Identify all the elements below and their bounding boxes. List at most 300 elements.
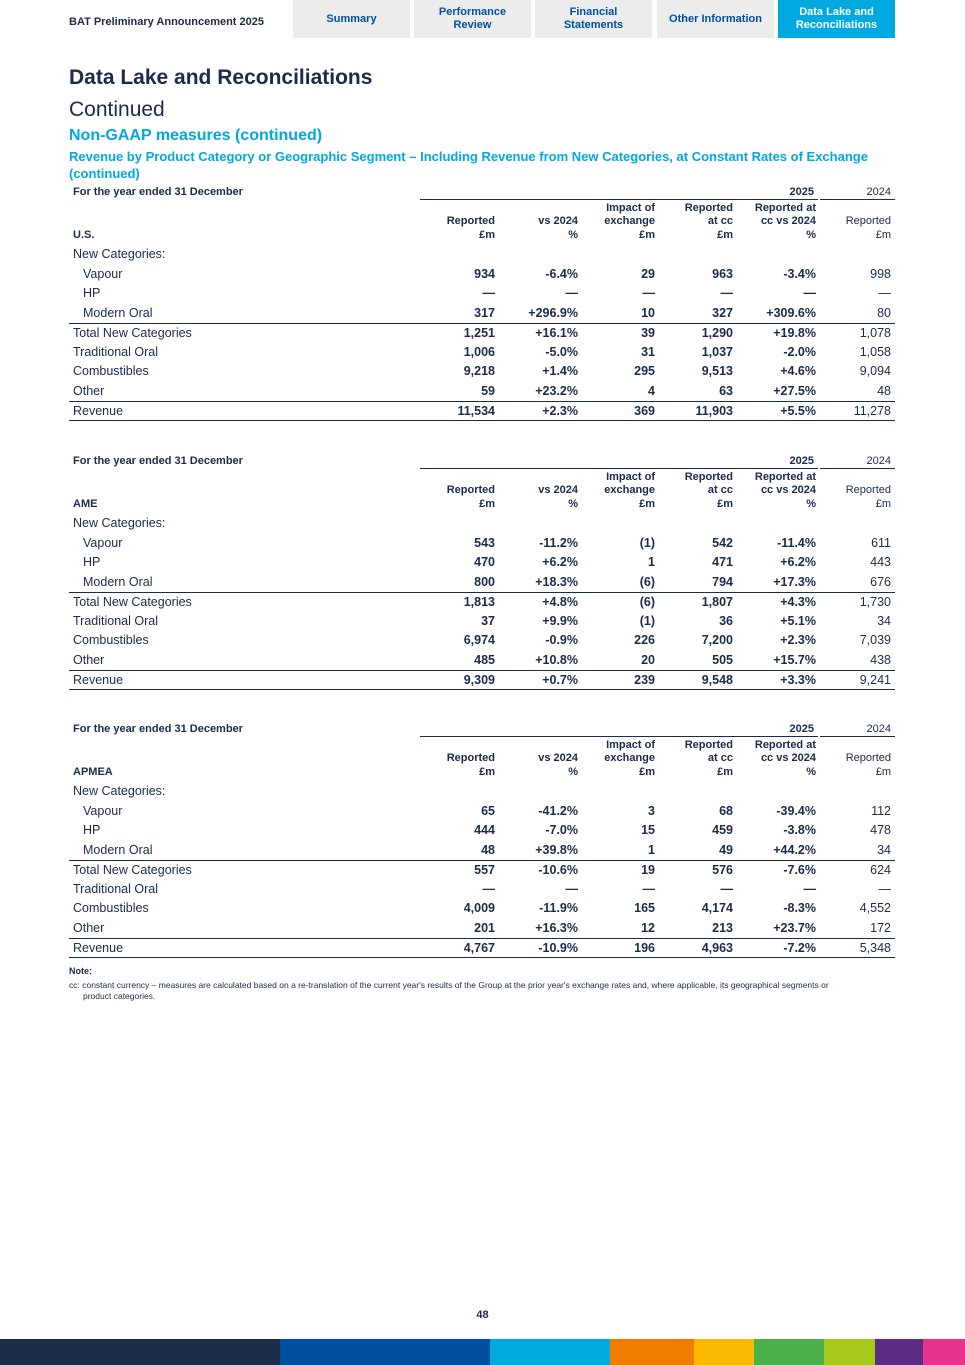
- table-cell: 1: [648, 842, 655, 857]
- segment-label: AME: [73, 497, 98, 510]
- column-header: [685, 202, 733, 243]
- table-cell: 112: [871, 803, 891, 818]
- column-header: [447, 752, 495, 779]
- row-label: Revenue: [73, 673, 124, 687]
- column-header-line: %: [806, 228, 816, 241]
- table-cell: 438: [870, 652, 891, 667]
- table-cell: 1: [648, 555, 655, 569]
- row-label: Total New Categories: [73, 863, 192, 877]
- revenue-table: [69, 720, 895, 958]
- table-row: [69, 265, 895, 285]
- table-cell: 7,200: [701, 633, 733, 647]
- table-row: [69, 592, 895, 612]
- year-header-row: [69, 452, 895, 469]
- row-label: HP: [83, 555, 101, 569]
- table-cell: +0.7%: [542, 673, 578, 687]
- table-row: [69, 821, 895, 841]
- year-header-row: [69, 720, 895, 737]
- note-heading: Note:: [69, 966, 92, 976]
- stripe-segment: [824, 1339, 875, 1365]
- table-cell: -10.9%: [538, 941, 578, 955]
- row-label: Vapour: [83, 535, 123, 550]
- table-cell: 31: [641, 344, 655, 359]
- table-cell: —: [482, 881, 495, 896]
- column-header: [755, 739, 816, 780]
- stripe-segment: [490, 1339, 610, 1365]
- row-label: Traditional Oral: [73, 613, 158, 628]
- table-cell: (6): [639, 574, 655, 589]
- tab-data-lake[interactable]: Data Lake and Reconciliations: [778, 0, 895, 38]
- column-header-line: £m: [639, 497, 655, 510]
- stripe-segment: [610, 1339, 694, 1365]
- column-header-line: £m: [875, 228, 891, 241]
- table-row: [69, 553, 895, 573]
- row-label: Combustibles: [73, 364, 149, 378]
- column-header-line: %: [806, 497, 816, 510]
- column-header-line: Reported at: [754, 738, 816, 751]
- table-row: [69, 938, 895, 958]
- table-row: [69, 670, 895, 690]
- table-cell: 794: [712, 574, 733, 589]
- table-cell: —: [720, 881, 733, 896]
- table-row: [69, 573, 895, 593]
- column-header: [685, 739, 733, 780]
- note-text: cc: constant currency – measures are calculated based on a re-translation of the current year's results of the Group at the prior year's exchange rates and, where applicable, its geographical segments or product categories.: [69, 980, 829, 1001]
- table-cell: 201: [474, 920, 495, 935]
- tab-other-information[interactable]: Other Information: [657, 0, 774, 38]
- column-header-line: Reported at: [754, 470, 816, 483]
- table-cell: +23.7%: [773, 920, 816, 935]
- table-cell: 4,963: [701, 941, 733, 955]
- table-cell: -8.3%: [783, 901, 816, 915]
- column-header-line: cc vs 2024: [760, 752, 816, 764]
- table-row: [69, 782, 895, 802]
- table-cell: 34: [877, 842, 891, 857]
- table-cell: (1): [639, 535, 655, 550]
- column-header-line: £m: [479, 228, 495, 241]
- revenue-table: [69, 452, 895, 690]
- table-cell: 20: [641, 652, 655, 667]
- table-cell: +16.1%: [535, 326, 578, 340]
- column-header-line: exchange: [604, 215, 655, 227]
- table-cell: 4: [648, 383, 655, 398]
- table-cell: 998: [870, 266, 891, 281]
- table-cell: 196: [634, 941, 655, 955]
- column-header-line: vs 2024: [538, 215, 578, 227]
- row-label: Total New Categories: [73, 326, 192, 340]
- table-cell: —: [482, 286, 495, 300]
- table-cell: 317: [474, 305, 495, 320]
- table-cell: -11.2%: [539, 535, 578, 550]
- table-cell: +5.5%: [780, 404, 816, 418]
- table-cell: 37: [481, 613, 495, 628]
- table-row: [69, 802, 895, 822]
- stripe-segment: [280, 1339, 490, 1365]
- table-row: [69, 612, 895, 632]
- table-cell: -10.6%: [538, 863, 578, 877]
- table-cell: -2.0%: [783, 344, 816, 359]
- table-cell: 4,009: [463, 901, 495, 915]
- table-cell: +17.3%: [773, 574, 816, 589]
- table-cell: -3.4%: [783, 266, 816, 281]
- table-cell: 1,290: [701, 326, 733, 340]
- table-cell: 49: [719, 842, 733, 857]
- column-header-row: [69, 200, 895, 245]
- table-cell: —: [642, 881, 655, 896]
- table-row: [69, 880, 895, 900]
- table-cell: 9,548: [701, 673, 733, 687]
- table-cell: 7,039: [859, 633, 891, 647]
- table-cell: —: [642, 286, 655, 300]
- table-cell: 611: [871, 535, 891, 550]
- row-label: Revenue: [73, 404, 124, 418]
- table-cell: +10.8%: [535, 652, 578, 667]
- table-row: [69, 534, 895, 554]
- column-header-line: at cc: [707, 752, 733, 764]
- top-navigation: [0, 0, 965, 38]
- stripe-segment: [923, 1339, 965, 1365]
- tab-financial-statements[interactable]: Financial Statements: [535, 0, 652, 38]
- column-header: [538, 752, 578, 779]
- table-cell: +296.9%: [528, 305, 578, 320]
- column-header-line: Impact of: [606, 738, 655, 751]
- column-header: [604, 202, 655, 243]
- table-cell: 172: [870, 920, 891, 935]
- table-cell: 19: [641, 863, 655, 877]
- column-header-line: £m: [479, 765, 495, 778]
- table-cell: 557: [474, 863, 495, 877]
- column-header: [538, 484, 578, 511]
- brand-title: BAT Preliminary Announcement 2025: [69, 16, 264, 28]
- table-cell: 963: [712, 266, 733, 281]
- table-cell: -0.9%: [545, 633, 578, 647]
- table-cell: 3: [648, 803, 655, 818]
- table-cell: 9,094: [859, 364, 891, 378]
- year-header-row: [69, 183, 895, 200]
- row-label: Traditional Oral: [73, 881, 158, 896]
- table-cell: (6): [639, 595, 655, 609]
- table-cell: 505: [712, 652, 733, 667]
- column-header-line: Reported: [684, 738, 733, 751]
- column-header-line: %: [568, 228, 578, 241]
- year-2025: 2025: [420, 720, 818, 737]
- table-cell: 444: [474, 823, 495, 837]
- table-cell: -41.2%: [538, 803, 578, 818]
- section-heading: Non-GAAP measures (continued): [69, 127, 323, 144]
- table-row: [69, 401, 895, 421]
- column-header-line: Reported: [845, 752, 891, 764]
- row-label: Other: [73, 383, 105, 398]
- table-cell: +39.8%: [535, 842, 578, 857]
- row-label: Combustibles: [73, 901, 149, 915]
- table-cell: —: [878, 881, 891, 896]
- table-cell: +5.1%: [780, 613, 816, 628]
- column-header-line: £m: [875, 765, 891, 778]
- table-cell: 1,730: [859, 595, 891, 609]
- row-label: Traditional Oral: [73, 344, 158, 359]
- year-2025: 2025: [420, 183, 818, 200]
- column-header-line: Reported: [684, 201, 733, 214]
- table-row: [69, 284, 895, 304]
- table-cell: 11,534: [457, 404, 495, 418]
- table-cell: —: [720, 286, 733, 300]
- table-cell: 543: [474, 535, 495, 550]
- table-cell: 9,218: [463, 364, 495, 378]
- table-cell: 39: [641, 326, 655, 340]
- table-cell: 934: [474, 266, 495, 281]
- table-cell: -11.4%: [777, 535, 816, 550]
- table-cell: +4.8%: [542, 595, 578, 609]
- table-row: [69, 631, 895, 651]
- table-title: Revenue by Product Category or Geographic Segment – Including Revenue from New Categories, at Constant Rates of Exchange (continued): [69, 149, 868, 181]
- table-cell: 239: [634, 673, 655, 687]
- column-header-line: at cc: [707, 484, 733, 496]
- column-header-row: [69, 469, 895, 514]
- row-label: Modern Oral: [83, 574, 153, 589]
- table-cell: 1,251: [463, 326, 495, 340]
- table-cell: (1): [639, 613, 655, 628]
- table-cell: 6,974: [463, 633, 495, 647]
- column-header-line: £m: [639, 228, 655, 241]
- table-cell: 1,006: [463, 344, 495, 359]
- column-header: [604, 739, 655, 780]
- table-cell: 327: [712, 305, 733, 320]
- year-2024: 2024: [820, 452, 895, 469]
- row-label: Modern Oral: [83, 842, 153, 857]
- table-cell: 34: [877, 613, 891, 628]
- row-label: Modern Oral: [83, 305, 153, 320]
- table-cell: -3.8%: [783, 823, 816, 837]
- table-cell: 1,058: [859, 344, 891, 359]
- table-cell: +9.9%: [542, 613, 578, 628]
- column-header-line: Reported: [446, 484, 495, 496]
- segment-label: APMEA: [73, 765, 113, 778]
- table-cell: 542: [712, 535, 733, 550]
- table-cell: —: [565, 286, 578, 300]
- row-label: New Categories:: [73, 247, 166, 261]
- table-cell: -7.0%: [545, 823, 578, 837]
- column-header-line: vs 2024: [538, 484, 578, 496]
- row-label: Other: [73, 652, 105, 667]
- table-cell: +19.8%: [773, 326, 816, 340]
- table-row: [69, 651, 895, 671]
- table-cell: 443: [870, 555, 891, 569]
- table-cell: 800: [474, 574, 495, 589]
- column-header-line: vs 2024: [538, 752, 578, 764]
- column-header-line: cc vs 2024: [760, 215, 816, 227]
- table-cell: 226: [634, 633, 655, 647]
- table-cell: 459: [712, 823, 733, 837]
- table-cell: —: [878, 286, 891, 300]
- column-header: [685, 471, 733, 512]
- column-header: [755, 202, 816, 243]
- table-row: [69, 860, 895, 880]
- table-cell: 1,807: [701, 595, 733, 609]
- column-header-line: £m: [717, 497, 733, 510]
- table-cell: 59: [481, 383, 495, 398]
- table-cell: 478: [870, 823, 891, 837]
- page-number: 48: [476, 1309, 489, 1321]
- table-cell: 213: [712, 920, 733, 935]
- table-cell: 63: [719, 383, 733, 398]
- for-year-label: For the year ended 31 December: [73, 723, 243, 735]
- column-header-line: £m: [639, 765, 655, 778]
- table-cell: 576: [712, 863, 733, 877]
- table-cell: 9,241: [859, 673, 891, 687]
- table-cell: 165: [634, 901, 655, 915]
- table-row: [69, 514, 895, 534]
- row-label: HP: [83, 823, 101, 837]
- table-row: [69, 841, 895, 861]
- column-header-line: Impact of: [606, 201, 655, 214]
- column-header: [846, 484, 891, 511]
- table-cell: 485: [474, 652, 495, 667]
- table-cell: +4.3%: [780, 595, 816, 609]
- column-header-line: %: [806, 765, 816, 778]
- table-cell: 624: [870, 863, 891, 877]
- row-label: Combustibles: [73, 633, 149, 647]
- table-row: [69, 382, 895, 402]
- table-row: [69, 323, 895, 343]
- table-cell: —: [803, 881, 816, 896]
- column-header: [538, 215, 578, 242]
- table-cell: 676: [870, 574, 891, 589]
- row-label: Vapour: [83, 266, 123, 281]
- table-cell: 15: [641, 823, 655, 837]
- table-cell: +16.3%: [535, 920, 578, 935]
- column-header-line: exchange: [604, 752, 655, 764]
- table-row: [69, 899, 895, 919]
- table-cell: —: [565, 881, 578, 896]
- column-header: [755, 471, 816, 512]
- table-cell: 4,552: [859, 901, 891, 915]
- table-cell: 369: [634, 404, 655, 418]
- table-cell: +44.2%: [773, 842, 816, 857]
- table-cell: +4.6%: [780, 364, 816, 378]
- for-year-label: For the year ended 31 December: [73, 455, 243, 467]
- column-header-line: %: [568, 765, 578, 778]
- table-row: [69, 362, 895, 382]
- table-cell: -5.0%: [545, 344, 578, 359]
- column-header-line: Reported: [845, 215, 891, 227]
- table-row: [69, 343, 895, 363]
- column-header-line: cc vs 2024: [760, 484, 816, 496]
- table-cell: 48: [481, 842, 495, 857]
- table-cell: 10: [641, 305, 655, 320]
- row-label: Total New Categories: [73, 595, 192, 609]
- table-cell: 470: [474, 555, 495, 569]
- stripe-segment: [694, 1339, 754, 1365]
- table-cell: 1,813: [463, 595, 495, 609]
- table-cell: 80: [877, 305, 891, 320]
- table-row: [69, 919, 895, 939]
- table-cell: -6.4%: [545, 266, 578, 281]
- column-header-line: £m: [875, 497, 891, 510]
- row-label: Other: [73, 920, 105, 935]
- row-label: HP: [83, 286, 101, 300]
- stripe-segment: [875, 1339, 923, 1365]
- table-cell: +309.6%: [766, 305, 816, 320]
- column-header-line: Reported: [845, 484, 891, 496]
- table-cell: +1.4%: [542, 364, 578, 378]
- year-2025: 2025: [420, 452, 818, 469]
- row-label: New Categories:: [73, 516, 166, 530]
- column-header: [846, 215, 891, 242]
- table-cell: —: [803, 286, 816, 300]
- table-cell: 68: [719, 803, 733, 818]
- table-cell: 9,513: [701, 364, 733, 378]
- table-cell: +2.3%: [780, 633, 816, 647]
- table-cell: 4,174: [701, 901, 733, 915]
- table-cell: 5,348: [859, 941, 891, 955]
- row-label: Revenue: [73, 941, 124, 955]
- table-cell: -7.2%: [783, 941, 816, 955]
- revenue-table: [69, 183, 895, 421]
- table-cell: +23.2%: [535, 383, 578, 398]
- table-cell: 48: [877, 383, 891, 398]
- table-cell: +3.3%: [780, 673, 816, 687]
- table-cell: 4,767: [463, 941, 495, 955]
- table-cell: 9,309: [463, 673, 495, 687]
- column-header: [447, 215, 495, 242]
- column-header-line: Impact of: [606, 470, 655, 483]
- table-cell: 1,037: [701, 344, 733, 359]
- table-cell: 65: [481, 803, 495, 818]
- column-header-line: exchange: [604, 484, 655, 496]
- column-header: [604, 471, 655, 512]
- table-cell: 1,078: [859, 326, 891, 340]
- column-header: [447, 484, 495, 511]
- table-row: [69, 304, 895, 324]
- column-header-line: Reported: [684, 470, 733, 483]
- column-header-line: %: [568, 497, 578, 510]
- tab-performance-review[interactable]: Performance Review: [414, 0, 531, 38]
- table-cell: +6.2%: [780, 555, 816, 569]
- table-cell: +15.7%: [773, 652, 816, 667]
- for-year-label: For the year ended 31 December: [73, 186, 243, 198]
- table-cell: +18.3%: [535, 574, 578, 589]
- table-cell: 12: [641, 920, 655, 935]
- column-header-line: £m: [717, 765, 733, 778]
- stripe-segment: [0, 1339, 280, 1365]
- column-header-line: Reported at: [754, 201, 816, 214]
- column-header-line: Reported: [446, 752, 495, 764]
- row-label: New Categories:: [73, 784, 166, 798]
- table-cell: +6.2%: [542, 555, 578, 569]
- column-header-row: [69, 737, 895, 782]
- year-2024: 2024: [820, 183, 895, 200]
- row-label: Vapour: [83, 803, 123, 818]
- segment-label: U.S.: [73, 228, 95, 241]
- column-header-line: Reported: [446, 215, 495, 227]
- table-cell: 11,278: [853, 404, 891, 418]
- table-cell: -7.6%: [783, 863, 816, 877]
- table-cell: +2.3%: [542, 404, 578, 418]
- table-cell: 471: [712, 555, 733, 569]
- stripe-segment: [754, 1339, 824, 1365]
- page-title: Data Lake and Reconciliations: [69, 66, 373, 89]
- column-header-line: at cc: [707, 215, 733, 227]
- tab-summary[interactable]: Summary: [293, 0, 410, 38]
- table-cell: 29: [641, 266, 655, 281]
- year-2024: 2024: [820, 720, 895, 737]
- table-cell: 295: [634, 364, 655, 378]
- table-cell: -39.4%: [776, 803, 816, 818]
- column-header: [846, 752, 891, 779]
- column-header-line: £m: [717, 228, 733, 241]
- table-row: [69, 245, 895, 265]
- column-header-line: £m: [479, 497, 495, 510]
